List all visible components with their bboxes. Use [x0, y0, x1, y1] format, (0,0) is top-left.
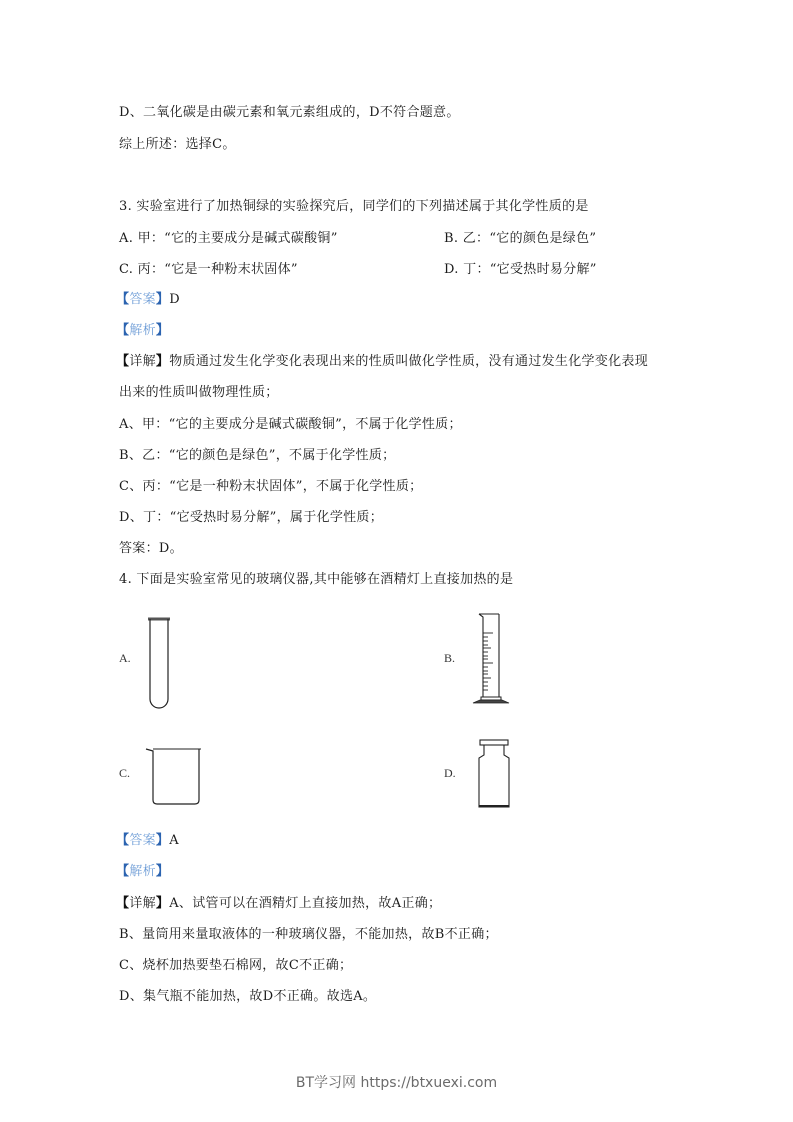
q3-option-a-text: 甲：“它的主要成分是碱式碳酸铜”: [137, 231, 338, 246]
q3-answer-tag: 答案: [129, 292, 156, 307]
q4-explanation-b: B、量筒用来量取液体的一种玻璃仪器，不能加热，故B不正确；: [119, 927, 498, 942]
q4-option-a-label: A.: [119, 651, 131, 665]
q3-conclusion: 答案：D。: [119, 541, 183, 556]
prev-option-d-explanation: D、二氧化碳是由碳元素和氧元素组成的，D不符合题意。: [119, 105, 460, 120]
q3-explanation-d: D、丁：“它受热时易分解”，属于化学性质；: [119, 510, 384, 525]
footer-watermark: BT学习网 https://btxuexi.com: [295, 1075, 498, 1091]
q3-detail-line2: 出来的性质叫做物理性质；: [119, 385, 279, 400]
q4-explanation-c: C、烧杯加热要垫石棉网，故C不正确；: [119, 958, 353, 973]
bracket-open: 【: [116, 292, 130, 307]
q3-explanation-b: B、乙：“它的颜色是绿色”，不属于化学性质；: [119, 448, 396, 463]
q4-option-b-label: B.: [444, 651, 456, 665]
q3-option-c-text: 丙：“它是一种粉末状固体”: [137, 262, 298, 277]
bracket-open: 【: [116, 864, 130, 879]
bracket-close: 】: [155, 292, 170, 307]
q3-option-b-label: B.: [444, 231, 459, 246]
q3-analysis-heading: [116, 323, 169, 339]
gas-collecting-bottle-icon: [474, 738, 514, 810]
q3-analysis-tag: 解析: [129, 323, 156, 338]
q4-detail-line1: [116, 896, 441, 912]
bracket-open: 【: [116, 354, 130, 369]
q4-option-c-label: C.: [119, 766, 131, 780]
q4-analysis-tag: 解析: [129, 864, 156, 879]
q3-detail-tag: 详解: [129, 354, 156, 369]
q3-detail-line1: [116, 354, 648, 370]
q3-answer: [116, 292, 180, 308]
q3-explanation-c: C、丙：“它是一种粉末状固体”，不属于化学性质；: [119, 479, 423, 494]
bracket-close: 】: [155, 354, 170, 369]
q4-explanation-d: D、集气瓶不能加热，故D不正确。故选A。: [119, 989, 377, 1004]
q3-option-a: [119, 231, 338, 247]
q3-stem: 3. 实验室进行了加热铜绿的实验探究后，同学们的下列描述属于其化学性质的是: [119, 199, 589, 214]
q3-answer-value: D: [169, 292, 180, 307]
bracket-close: 】: [155, 323, 170, 338]
q3-option-b: [444, 231, 596, 247]
bracket-open: 【: [116, 833, 130, 848]
q3-option-c-label: C.: [119, 262, 134, 277]
prev-summary: 综上所述：选择C。: [119, 137, 236, 152]
bracket-close: 】: [155, 896, 170, 911]
test-tube-icon: [146, 617, 172, 711]
q3-option-d-label: D.: [444, 262, 459, 277]
q4-answer-tag: 答案: [129, 833, 156, 848]
q4-answer: [116, 833, 179, 849]
bracket-open: 【: [116, 323, 130, 338]
q3-option-c: [119, 262, 298, 278]
beaker-icon: [145, 746, 205, 806]
q4-stem: 4. 下面是实验室常见的玻璃仪器,其中能够在酒精灯上直接加热的是: [119, 572, 514, 587]
q3-explanation-a: A、甲：“它的主要成分是碱式碳酸铜”，不属于化学性质；: [119, 417, 462, 432]
q3-option-d: [444, 262, 597, 278]
bracket-close: 】: [155, 833, 170, 848]
q4-detail-tag: 详解: [129, 896, 156, 911]
q4-explanation-a: A、试管可以在酒精灯上直接加热，故A正确；: [169, 896, 442, 911]
bracket-open: 【: [116, 896, 130, 911]
graduated-cylinder-icon: [472, 611, 512, 707]
q3-option-a-label: A.: [119, 231, 134, 246]
q4-answer-value: A: [169, 833, 179, 848]
q3-option-b-text: 乙：“它的颜色是绿色”: [462, 231, 597, 246]
bracket-close: 】: [155, 864, 170, 879]
q4-option-d-label: D.: [444, 766, 456, 780]
q3-option-d-text: 丁：“它受热时易分解”: [463, 262, 597, 277]
q4-analysis-heading: [116, 864, 169, 880]
q3-detail-text1: 物质通过发生化学变化表现出来的性质叫做化学性质，没有通过发生化学变化表现: [169, 354, 649, 369]
